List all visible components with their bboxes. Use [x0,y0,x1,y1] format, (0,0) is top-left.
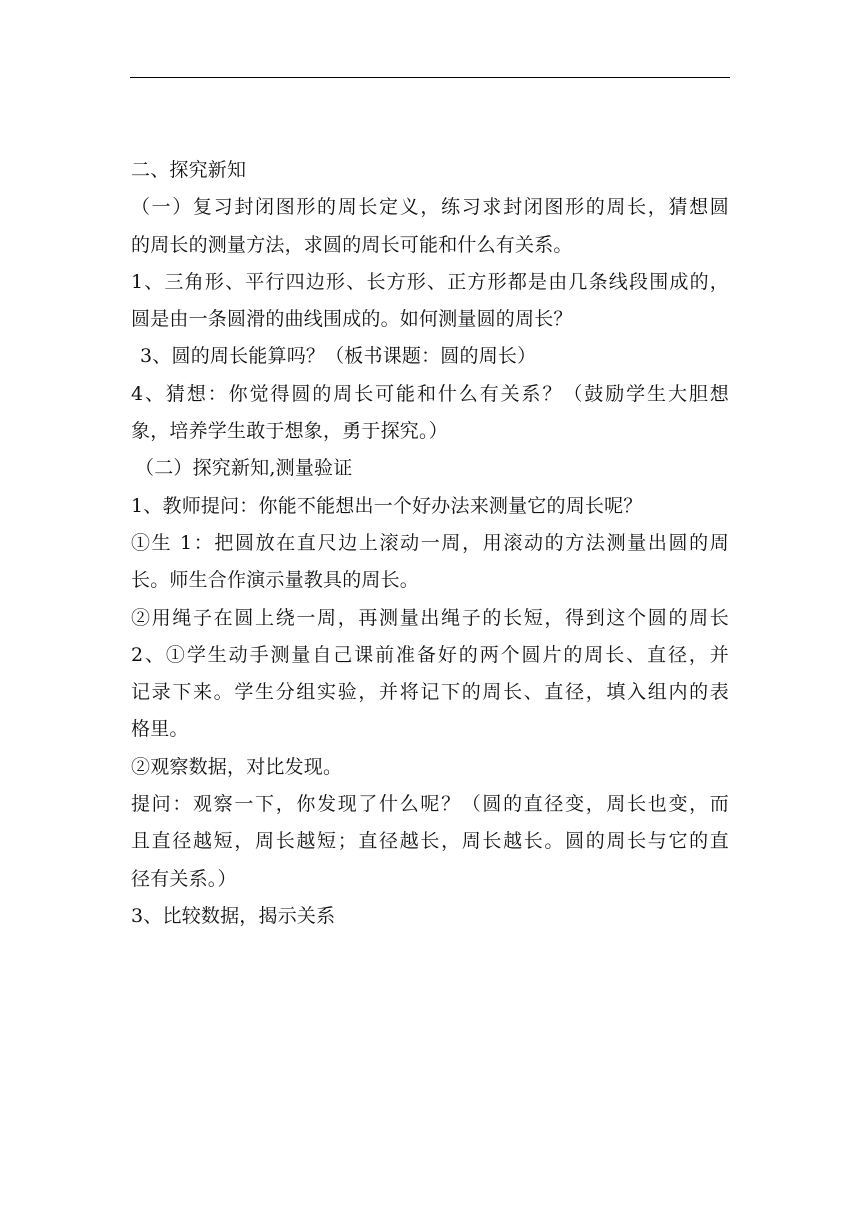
paragraph-line: 2、①学生动手测量自己课前准备好的两个圆片的周长、直径，并 [131,643,729,666]
header-rule [130,77,730,78]
paragraph-line: 且直径越短，周长越短；直径越长，周长越长。圆的周长与它的直 [131,830,729,853]
paragraph-line: 1、三角形、平行四边形、长方形、正方形都是由几条线段围成的， [131,270,729,293]
paragraph-line: （一）复习封闭图形的周长定义，练习求封闭图形的周长，猜想圆 [131,196,729,219]
subsection-heading: （二）探究新知,测量验证 [135,457,353,480]
paragraph-line: 径有关系。） [131,867,237,890]
paragraph-line: 提问：观察一下，你发现了什么呢？（圆的直径变，周长也变，而 [131,793,729,816]
paragraph-line: ①生 1：把圆放在直尺边上滚动一周，用滚动的方法测量出圆的周 [131,531,729,554]
paragraph-line: ②用绳子在圆上绕一周，再测量出绳子的长短，得到这个圆的周长 [131,606,729,629]
paragraph-line: 3、圆的周长能算吗？（板书课题：圆的周长） [140,345,537,368]
paragraph-line: 格里。 [131,718,189,741]
paragraph-line: 4、猜想：你觉得圆的周长可能和什么有关系？（鼓励学生大胆想 [131,382,729,405]
paragraph-line: 的周长的测量方法，求圆的周长可能和什么有关系。 [131,233,573,256]
document-body [131,152,729,935]
paragraph-line: 长。师生合作演示量教具的周长。 [131,569,420,592]
section-heading: 二、探究新知 [131,159,247,181]
paragraph-line: 象，培养学生敢于想象，勇于探究。） [131,420,448,443]
paragraph-line: ②观察数据，对比发现。 [131,755,343,778]
paragraph-line: 记录下来。学生分组实验，并将记下的周长、直径，填入组内的表 [131,681,729,704]
paragraph-line: 3、比较数据，揭示关系 [131,904,336,927]
paragraph-line: 1、教师提问：你能不能想出一个好办法来测量它的周长呢？ [131,494,643,517]
paragraph-line: 圆是由一条圆滑的曲线围成的。如何测量圆的周长？ [131,308,573,331]
